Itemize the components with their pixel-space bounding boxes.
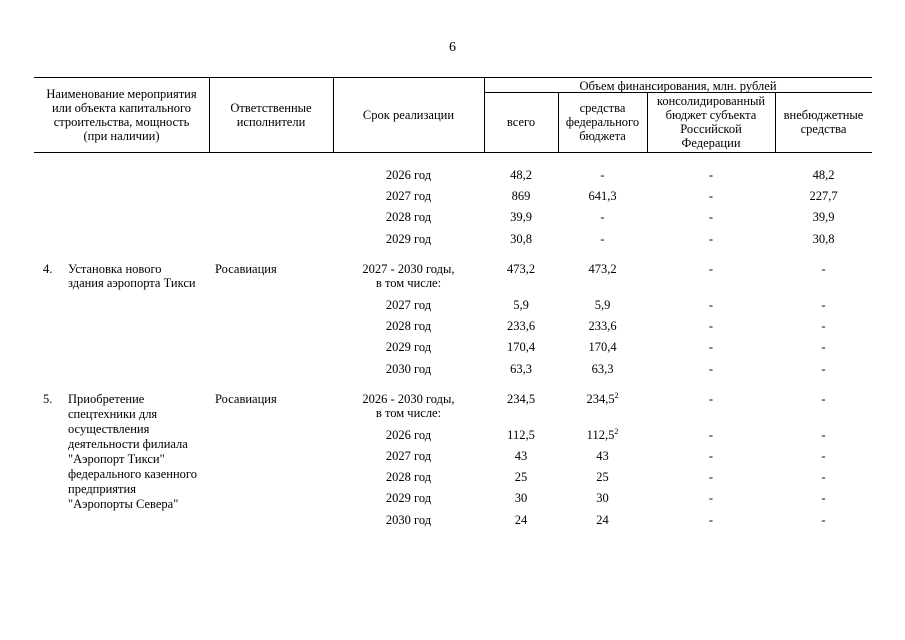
- header-responsible: Ответственные исполнители: [230, 101, 312, 129]
- federal-value: -: [600, 168, 605, 182]
- period: 2030 год: [385, 362, 432, 376]
- extra-value: 39,9: [812, 210, 835, 224]
- header-term: Срок реализации: [362, 108, 455, 122]
- period: 2027 год: [385, 189, 432, 203]
- responsible-executor: Росавиация: [215, 262, 277, 276]
- federal-value: 43: [596, 449, 609, 463]
- regional-value: -: [708, 210, 714, 224]
- period: 2027 год: [385, 298, 432, 312]
- regional-value: -: [708, 362, 714, 376]
- extra-value: -: [821, 513, 826, 527]
- extra-value: -: [821, 262, 826, 276]
- period: 2029 год: [385, 340, 432, 354]
- total-value: 170,4: [506, 340, 536, 354]
- regional-value: -: [708, 449, 714, 463]
- total-value: 234,5: [506, 392, 536, 406]
- total-value: 48,2: [510, 168, 532, 182]
- federal-value: 170,4: [588, 340, 617, 354]
- period: 2030 год: [385, 513, 432, 527]
- regional-value: -: [708, 298, 714, 312]
- federal-value: 25: [596, 470, 609, 484]
- federal-value: -: [600, 232, 605, 246]
- header-regional: консолидированный бюджет субъекта Российской Федерации: [656, 94, 766, 150]
- period: 2028 год: [385, 210, 432, 224]
- item-name: Приобретение спецтехники для осуществления деятельности филиала "Аэропорт Тикси" федерального казенного предприятия "Аэропорты Севера": [68, 392, 197, 511]
- federal-value: 30: [596, 491, 609, 505]
- extra-value: -: [821, 428, 826, 442]
- total-value: 473,2: [506, 262, 536, 276]
- federal-value: 63,3: [591, 362, 614, 376]
- extra-value: -: [821, 362, 826, 376]
- regional-value: -: [708, 392, 714, 406]
- period-main: 2026 - 2030 годы, в том числе:: [362, 392, 455, 420]
- page-number: 6: [449, 40, 456, 55]
- footnote-mark: 2: [614, 390, 619, 400]
- table-top-rule: [34, 77, 872, 78]
- regional-value: -: [708, 168, 714, 182]
- header-federal: средства федерального бюджета: [565, 101, 640, 143]
- header-bottom-rule: [34, 152, 872, 153]
- total-value: 25: [514, 470, 528, 484]
- header-total: всего: [506, 115, 536, 129]
- total-value: 233,6: [506, 319, 536, 333]
- total-value: 5,9: [513, 298, 529, 312]
- footnote-mark: 2: [614, 426, 619, 436]
- extra-value: 30,8: [812, 232, 835, 246]
- total-value: 112,5: [507, 428, 535, 442]
- total-value: 24: [514, 513, 528, 527]
- federal-value: -: [600, 210, 605, 224]
- total-value: 39,9: [510, 210, 532, 224]
- federal-value: 234,5$^2$: [586, 390, 619, 406]
- period: 2028 год: [385, 319, 432, 333]
- regional-value: -: [708, 189, 714, 203]
- period: 2027 год: [385, 449, 432, 463]
- federal-value: 112,5$^2$: [586, 426, 619, 442]
- extra-value: -: [821, 470, 826, 484]
- regional-value: -: [708, 513, 714, 527]
- federal-value: 641,3: [588, 189, 617, 203]
- regional-value: -: [708, 340, 714, 354]
- extra-value: -: [821, 392, 826, 406]
- item-number: 5.: [43, 392, 53, 406]
- header-funding: Объем финансирования, млн. рублей: [579, 79, 777, 93]
- extra-value: 227,7: [809, 189, 838, 203]
- extra-value: 48,2: [812, 168, 835, 182]
- total-value: 869: [511, 189, 531, 203]
- header-extra: внебюджетные средства: [783, 108, 864, 136]
- extra-value: -: [821, 319, 826, 333]
- total-value: 30,8: [510, 232, 532, 246]
- extra-value: -: [821, 340, 826, 354]
- extra-value: -: [821, 449, 826, 463]
- extra-value: -: [821, 298, 826, 312]
- extra-value: -: [821, 491, 826, 505]
- period: 2029 год: [385, 491, 432, 505]
- period: 2028 год: [385, 470, 432, 484]
- regional-value: -: [708, 319, 714, 333]
- header-name: Наименование мероприятия или объекта капитального строительства, мощность (при наличии): [46, 87, 197, 143]
- responsible-executor: Росавиация: [215, 392, 277, 406]
- federal-value: 233,6: [588, 319, 617, 333]
- period: 2026 год: [385, 428, 432, 442]
- regional-value: -: [708, 262, 714, 276]
- total-value: 63,3: [510, 362, 532, 376]
- period: 2026 год: [385, 168, 432, 182]
- regional-value: -: [708, 491, 714, 505]
- total-value: 43: [514, 449, 528, 463]
- item-name: Установка нового здания аэропорта Тикси: [68, 262, 196, 290]
- period-main: 2027 - 2030 годы, в том числе:: [362, 262, 455, 290]
- total-value: 30: [514, 491, 528, 505]
- period: 2029 год: [385, 232, 432, 246]
- regional-value: -: [708, 232, 714, 246]
- federal-value: 24: [596, 513, 609, 527]
- regional-value: -: [708, 470, 714, 484]
- federal-value: 473,2: [588, 262, 617, 276]
- regional-value: -: [708, 428, 714, 442]
- item-number: 4.: [43, 262, 53, 276]
- federal-value: 5,9: [594, 298, 611, 312]
